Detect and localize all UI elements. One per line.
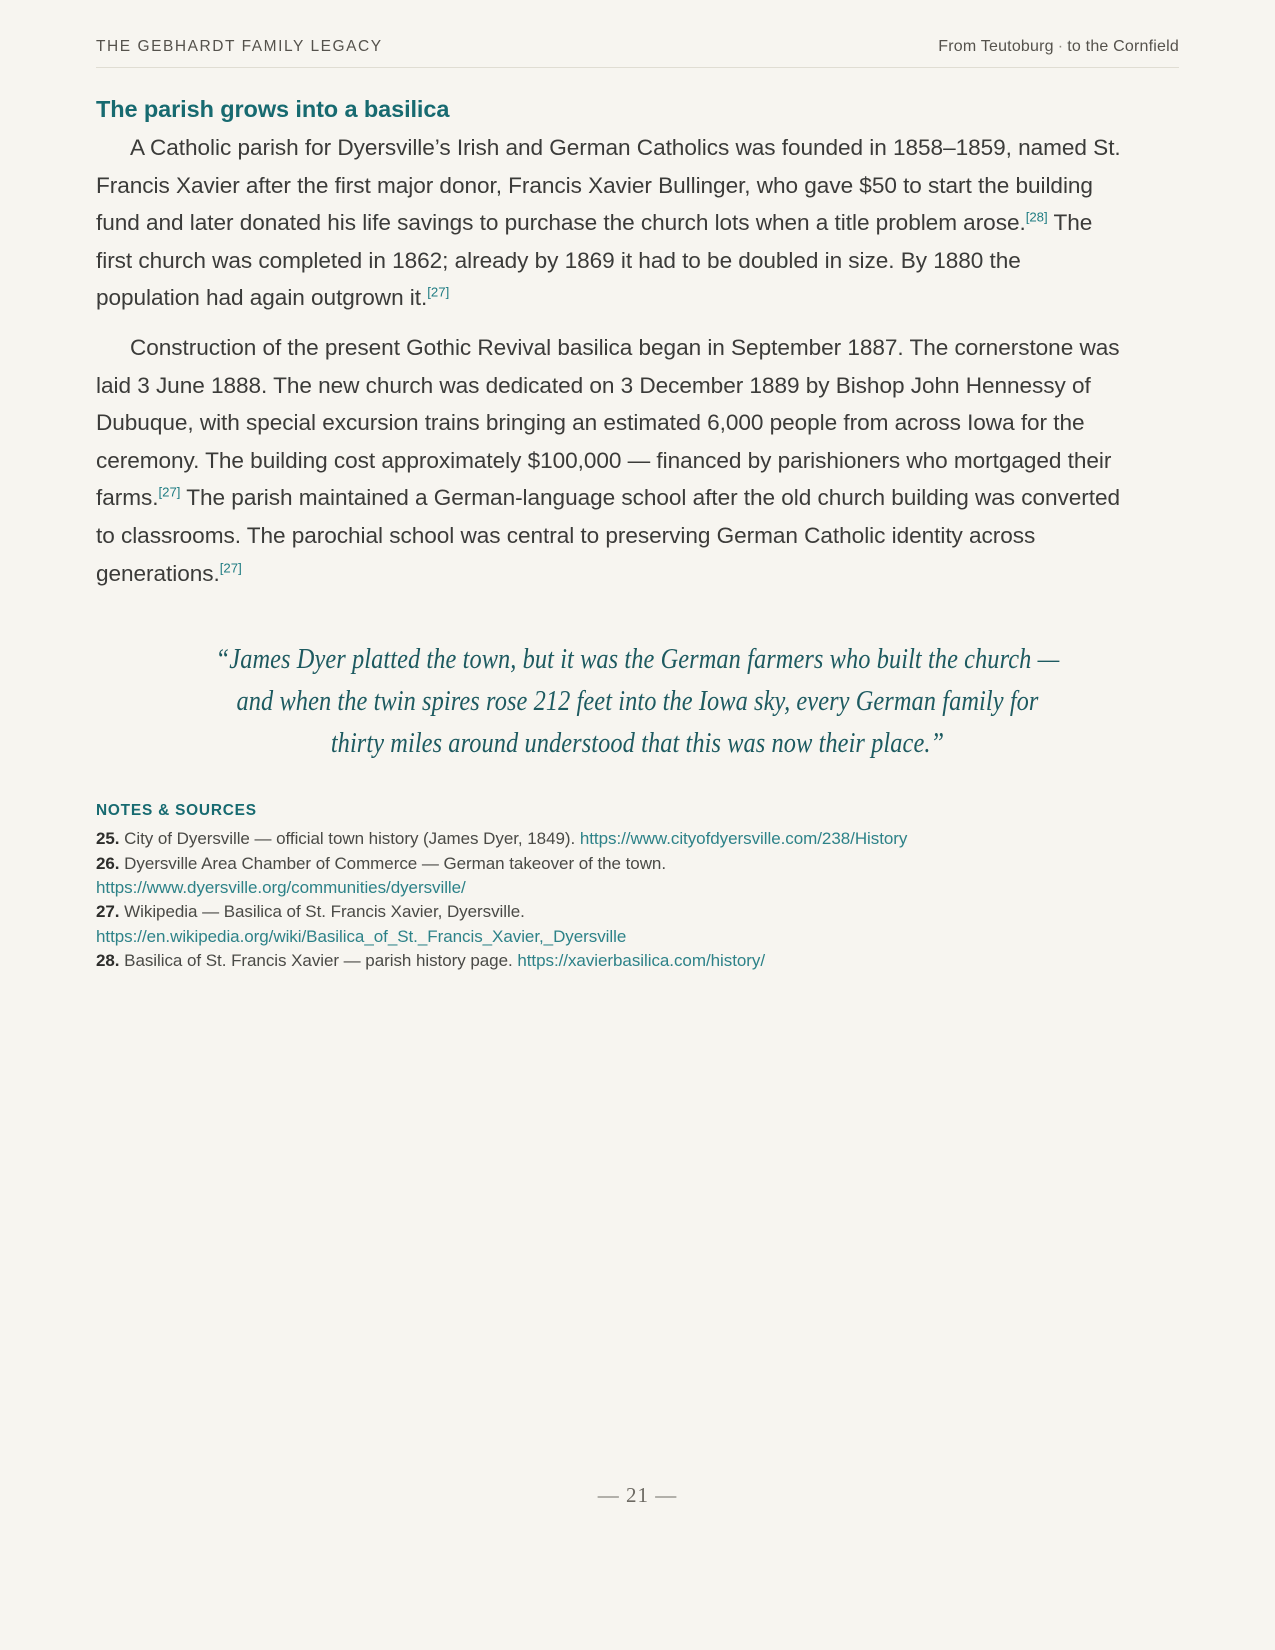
- paragraph-text: The parish maintained a German-language school after the old church building was converted to classrooms. The parochial school was central to preserving German Catholic identity across generations.: [96, 485, 1120, 586]
- running-head-subtitle-tail: to the Cornfield: [1067, 38, 1179, 55]
- page-number: — 21 —: [597, 1483, 678, 1507]
- note-url-line: [96, 925, 1179, 949]
- note-text: Wikipedia — Basilica of St. Francis Xavier, Dyersville.: [119, 902, 525, 922]
- note-item: [96, 827, 1179, 851]
- note-item: [96, 949, 1179, 973]
- footnote-marker[interactable]: [27]: [427, 284, 450, 300]
- pull-quote: “James Dyer platted the town, but it was the German farmers who built the church — and when the twin spires rose 212 feet into the Iowa sky, every German family for thirty miles around understood that this was now their place.”: [215, 643, 1060, 760]
- running-head-subtitle: [938, 38, 1179, 56]
- note-url-link[interactable]: https://xavierbasilica.com/history/: [517, 951, 766, 971]
- running-head: [96, 0, 1179, 68]
- footnote-marker[interactable]: [28]: [1025, 209, 1048, 225]
- paragraph-1: [96, 129, 1126, 317]
- body-text: [96, 129, 1179, 592]
- note-url-link[interactable]: https://www.cityofdyersville.com/238/History: [579, 829, 908, 849]
- note-item: [96, 900, 1179, 924]
- note-number: 27.: [96, 902, 120, 922]
- running-head-subtitle-main: From Teutoburg: [938, 38, 1054, 55]
- paragraph-text: The first church was completed in 1862; already by 1869 it had to be doubled in size. By 1880 the population had again outgrown it.: [96, 210, 1093, 311]
- paragraph-text: A Catholic parish for Dyersville’s Irish and German Catholics was founded in 1858–1859, named St. Francis Xavier after the first major donor, Francis Xavier Bullinger, who gave $50 to start the building fund and later donated his life savings to purchase the church lots when a title problem arose.: [96, 135, 1121, 236]
- paragraph-text: Construction of the present Gothic Revival basilica began in September 1887. The cornerstone was laid 3 June 1888. The new church was dedicated on 3 December 1889 by Bishop John Hennessy of Dubuque, with special excursion trains bringing an estimated 6,000 people from across Iowa for the ceremony. The building cost approximately $100,000 — financed by parishioners who mortgaged their farms.: [96, 334, 1120, 511]
- note-text: Dyersville Area Chamber of Commerce — German takeover of the town.: [119, 853, 667, 873]
- footnote-marker[interactable]: [27]: [219, 560, 242, 575]
- note-url-link[interactable]: https://www.dyersville.org/communities/dyersville/: [96, 877, 466, 897]
- notes-section: [96, 802, 1179, 973]
- footnote-marker[interactable]: [27]: [158, 484, 181, 500]
- note-item: [96, 852, 1179, 876]
- note-number: 26.: [96, 853, 120, 873]
- note-url-line: [96, 876, 1179, 900]
- running-head-title: THE GEBHARDT FAMILY LEGACY: [96, 38, 383, 55]
- paragraph-2: [96, 329, 1126, 592]
- notes-list: [96, 827, 1179, 973]
- section-heading: The parish grows into a basilica: [96, 96, 450, 122]
- notes-heading: NOTES & SOURCES: [96, 802, 257, 820]
- note-url-link[interactable]: https://en.wikipedia.org/wiki/Basilica_of_St._Francis_Xavier,_Dyersville: [96, 926, 627, 946]
- separator-dot: ·: [1057, 38, 1064, 55]
- note-text: Basilica of St. Francis Xavier — parish history page.: [119, 951, 518, 971]
- note-text: City of Dyersville — official town history (James Dyer, 1849).: [119, 829, 580, 849]
- note-number: 25.: [96, 829, 120, 849]
- note-number: 28.: [96, 951, 120, 971]
